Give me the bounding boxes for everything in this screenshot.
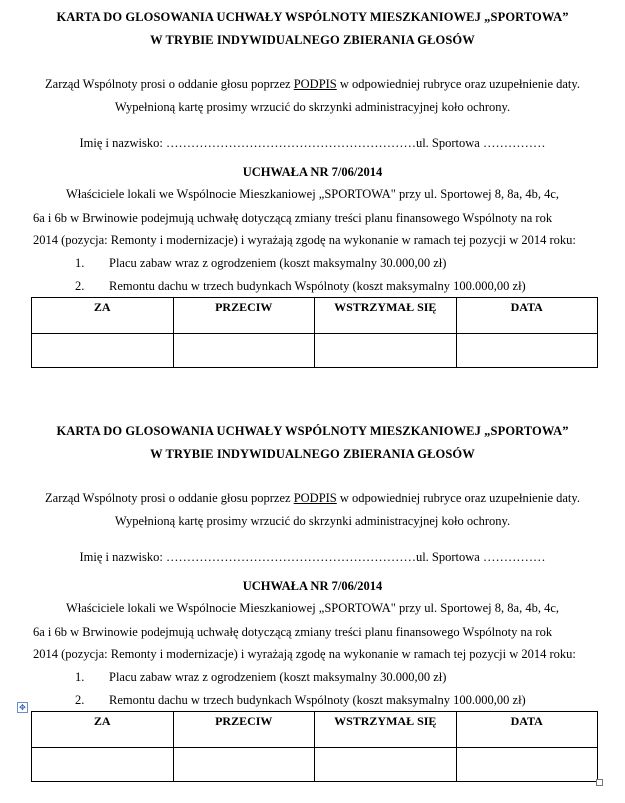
instruction-line-1 [0, 77, 625, 92]
name-address-field[interactable]: Imię i nazwisko: ……………………………………………………ul. Sportowa …………… [79, 136, 546, 150]
cell-wstrzymal[interactable] [315, 748, 457, 782]
header-wstrzymal: WSTRZYMAŁ SIĘ [315, 298, 457, 334]
name-address-field[interactable]: Imię i nazwisko: ……………………………………………………ul. Sportowa …………… [79, 550, 546, 564]
card-title-line-2: W TRYBIE INDYWIDUALNEGO ZBIERANIA GŁOSÓW [150, 33, 475, 47]
header-wstrzymal: WSTRZYMAŁ SIĘ [315, 712, 457, 748]
list-item-number: 1. [75, 670, 85, 684]
vote-table-row [32, 748, 598, 782]
header-za: ZA [32, 712, 174, 748]
cell-data[interactable] [456, 748, 598, 782]
instruction-text-pre: Zarząd Wspólnoty prosi o oddanie głosu poprzez [45, 491, 294, 505]
resolution-body-line-2: 6a i 6b w Brwinowie podejmują uchwałę dotyczącą zmiany treści planu finansowego Wspólnoty na rok [33, 625, 553, 639]
list-item-text: Remontu dachu w trzech budynkach Wspólnoty (koszt maksymalny 100.000,00 zł) [109, 693, 526, 707]
table-resize-handle[interactable] [596, 779, 603, 786]
vote-table-header-row [32, 298, 598, 334]
header-za: ZA [32, 298, 174, 334]
instruction-text-post: w odpowiedniej rubryce oraz uzupełnienie daty. [336, 77, 580, 91]
resolution-body-line-2: 6a i 6b w Brwinowie podejmują uchwałę dotyczącą zmiany treści planu finansowego Wspólnoty na rok [33, 211, 553, 225]
vote-table-row [32, 334, 598, 368]
header-data: DATA [456, 298, 598, 334]
list-item [75, 693, 526, 708]
instruction-signature-emphasis: PODPIS [293, 77, 337, 91]
list-item-text: Placu zabaw wraz z ogrodzeniem (koszt maksymalny 30.000,00 zł) [109, 256, 447, 270]
cell-data[interactable] [456, 334, 598, 368]
header-przeciw: PRZECIW [173, 298, 315, 334]
list-item [75, 256, 446, 271]
resolution-body-line-3: 2014 (pozycja: Remonty i modernizacje) i wyrażają zgodę na wykonanie w ramach tej pozycji w 2014 roku: [33, 647, 576, 661]
card-title-line-1: KARTA DO GLOSOWANIA UCHWAŁY WSPÓLNOTY MIESZKANIOWEJ „SPORTOWA” [56, 10, 569, 24]
card-title-line-1: KARTA DO GLOSOWANIA UCHWAŁY WSPÓLNOTY MIESZKANIOWEJ „SPORTOWA” [56, 424, 569, 438]
list-item-number: 2. [75, 279, 85, 293]
cell-przeciw[interactable] [173, 334, 315, 368]
instruction-line-1 [0, 491, 625, 506]
vote-table [31, 297, 598, 368]
instruction-line-2: Wypełnioną kartę prosimy wrzucić do skrzynki administracyjnej koło ochrony. [114, 100, 511, 114]
list-item-text: Remontu dachu w trzech budynkach Wspólnoty (koszt maksymalny 100.000,00 zł) [109, 279, 526, 293]
list-item-number: 2. [75, 693, 85, 707]
header-przeciw: PRZECIW [173, 712, 315, 748]
resolution-number: UCHWAŁA NR 7/06/2014 [242, 165, 383, 179]
list-item-number: 1. [75, 256, 85, 270]
move-arrows-icon[interactable]: ✥ [17, 702, 28, 713]
cell-wstrzymal[interactable] [315, 334, 457, 368]
cell-przeciw[interactable] [173, 748, 315, 782]
instruction-text-pre: Zarząd Wspólnoty prosi o oddanie głosu poprzez [45, 77, 294, 91]
list-item [75, 670, 446, 685]
vote-table [31, 711, 598, 782]
header-data: DATA [456, 712, 598, 748]
resolution-body-line-3: 2014 (pozycja: Remonty i modernizacje) i wyrażają zgodę na wykonanie w ramach tej pozycji w 2014 roku: [33, 233, 576, 247]
cell-za[interactable] [32, 334, 174, 368]
instruction-signature-emphasis: PODPIS [293, 491, 337, 505]
resolution-number: UCHWAŁA NR 7/06/2014 [242, 579, 383, 593]
cell-za[interactable] [32, 748, 174, 782]
instruction-text-post: w odpowiedniej rubryce oraz uzupełnienie daty. [336, 491, 580, 505]
resolution-body-line-1: Właściciele lokali we Wspólnocie Mieszkaniowej „SPORTOWA" przy ul. Sportowej 8, 8a, 4b, 4c, [65, 187, 560, 201]
list-item [75, 279, 526, 294]
card-title-line-2: W TRYBIE INDYWIDUALNEGO ZBIERANIA GŁOSÓW [150, 447, 475, 461]
resolution-body-line-1: Właściciele lokali we Wspólnocie Mieszkaniowej „SPORTOWA" przy ul. Sportowej 8, 8a, 4b, 4c, [65, 601, 560, 615]
instruction-line-2: Wypełnioną kartę prosimy wrzucić do skrzynki administracyjnej koło ochrony. [114, 514, 511, 528]
vote-table-header-row [32, 712, 598, 748]
list-item-text: Placu zabaw wraz z ogrodzeniem (koszt maksymalny 30.000,00 zł) [109, 670, 447, 684]
